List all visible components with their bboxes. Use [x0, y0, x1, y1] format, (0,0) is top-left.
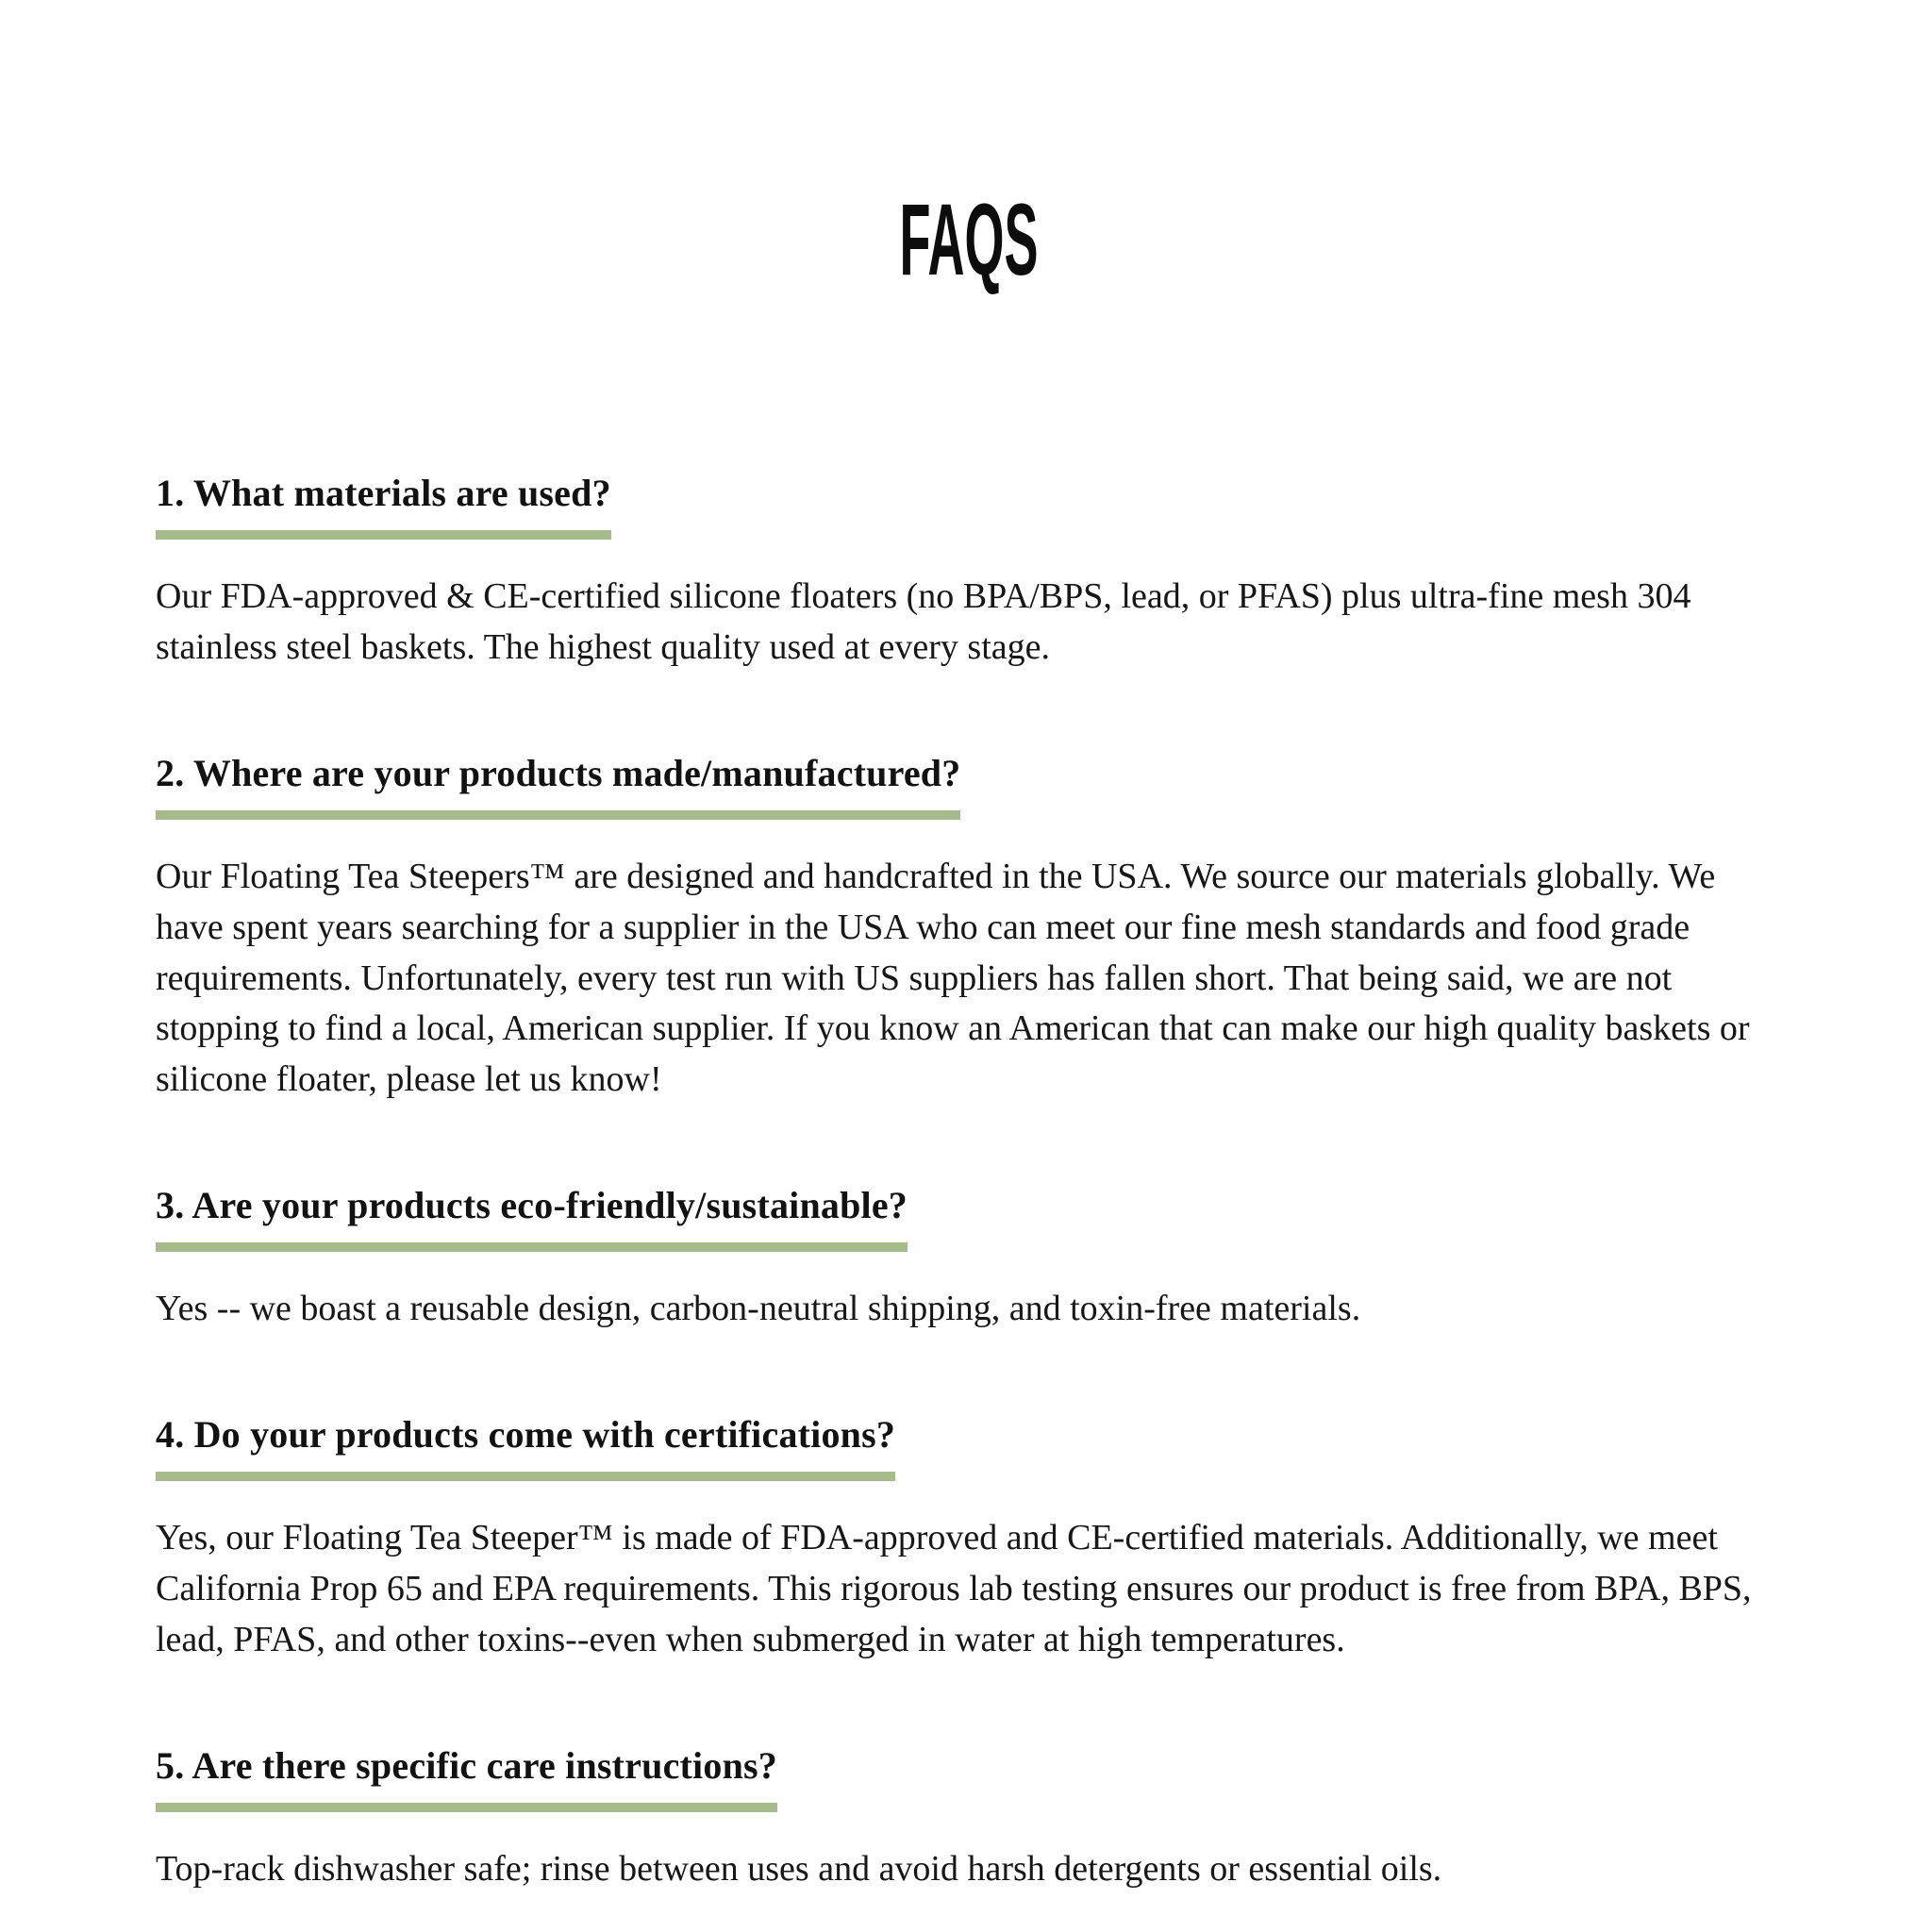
question-underline-divider — [156, 1803, 777, 1812]
faq-question-block — [156, 1181, 908, 1252]
faq-answer: Our FDA-approved & CE-certified silicone floaters (no BPA/BPS, lead, or PFAS) plus ultra-fine mesh 304 stainless steel baskets. The highest quality used at every stage. — [156, 575, 1691, 667]
page-header — [156, 121, 1783, 359]
faq-question-block — [156, 1741, 777, 1812]
faq-answer: Yes -- we boast a reusable design, carbon-neutral shipping, and toxin-free materials. — [156, 1289, 1361, 1329]
faq-item — [156, 1410, 1783, 1666]
question-underline-divider — [156, 1472, 895, 1481]
faq-question-block — [156, 749, 960, 820]
faq-answer: Our Floating Tea Steepers™ are designed and handcrafted in the USA. We source our materials globally. We have spent years searching for a supplier in the USA who can meet our fine mesh standards and food grade requirements. Unfortunately, every test run with US suppliers has fallen short. That being said, we are not stopping to find a local, American supplier. If you know an American that can make our high quality baskets or silicone floater, please let us know! — [156, 856, 1750, 1100]
faq-item — [156, 469, 1783, 674]
question-underline-divider — [156, 1242, 908, 1252]
faq-item — [156, 1181, 1783, 1335]
faq-answer: Top-rack dishwasher safe; rinse between uses and avoid harsh detergents or essential oils. — [156, 1849, 1442, 1890]
faq-item — [156, 749, 1783, 1107]
faq-question: 3. Are your products eco-friendly/sustainable? — [156, 1184, 908, 1227]
page-title: FAQS — [899, 182, 1040, 297]
faq-question-block — [156, 469, 611, 540]
faq-item — [156, 1741, 1783, 1895]
faq-question: 5. Are there specific care instructions? — [156, 1744, 777, 1788]
faq-question: 2. Where are your products made/manufactured? — [156, 751, 961, 794]
faq-question: 4. Do your products come with certifications? — [156, 1413, 896, 1457]
faq-question: 1. What materials are used? — [156, 471, 611, 514]
faq-question-block — [156, 1410, 895, 1481]
question-underline-divider — [156, 810, 960, 820]
faq-answer: Yes, our Floating Tea Steeper™ is made of FDA-approved and CE-certified materials. Additionally, we meet California Prop 65 and EPA requirements. This rigorous lab testing ensures our product is free from BPA, BPS, lead, PFAS, and other toxins--even when submerged in water at high temperatures. — [156, 1518, 1752, 1660]
question-underline-divider — [156, 530, 611, 540]
